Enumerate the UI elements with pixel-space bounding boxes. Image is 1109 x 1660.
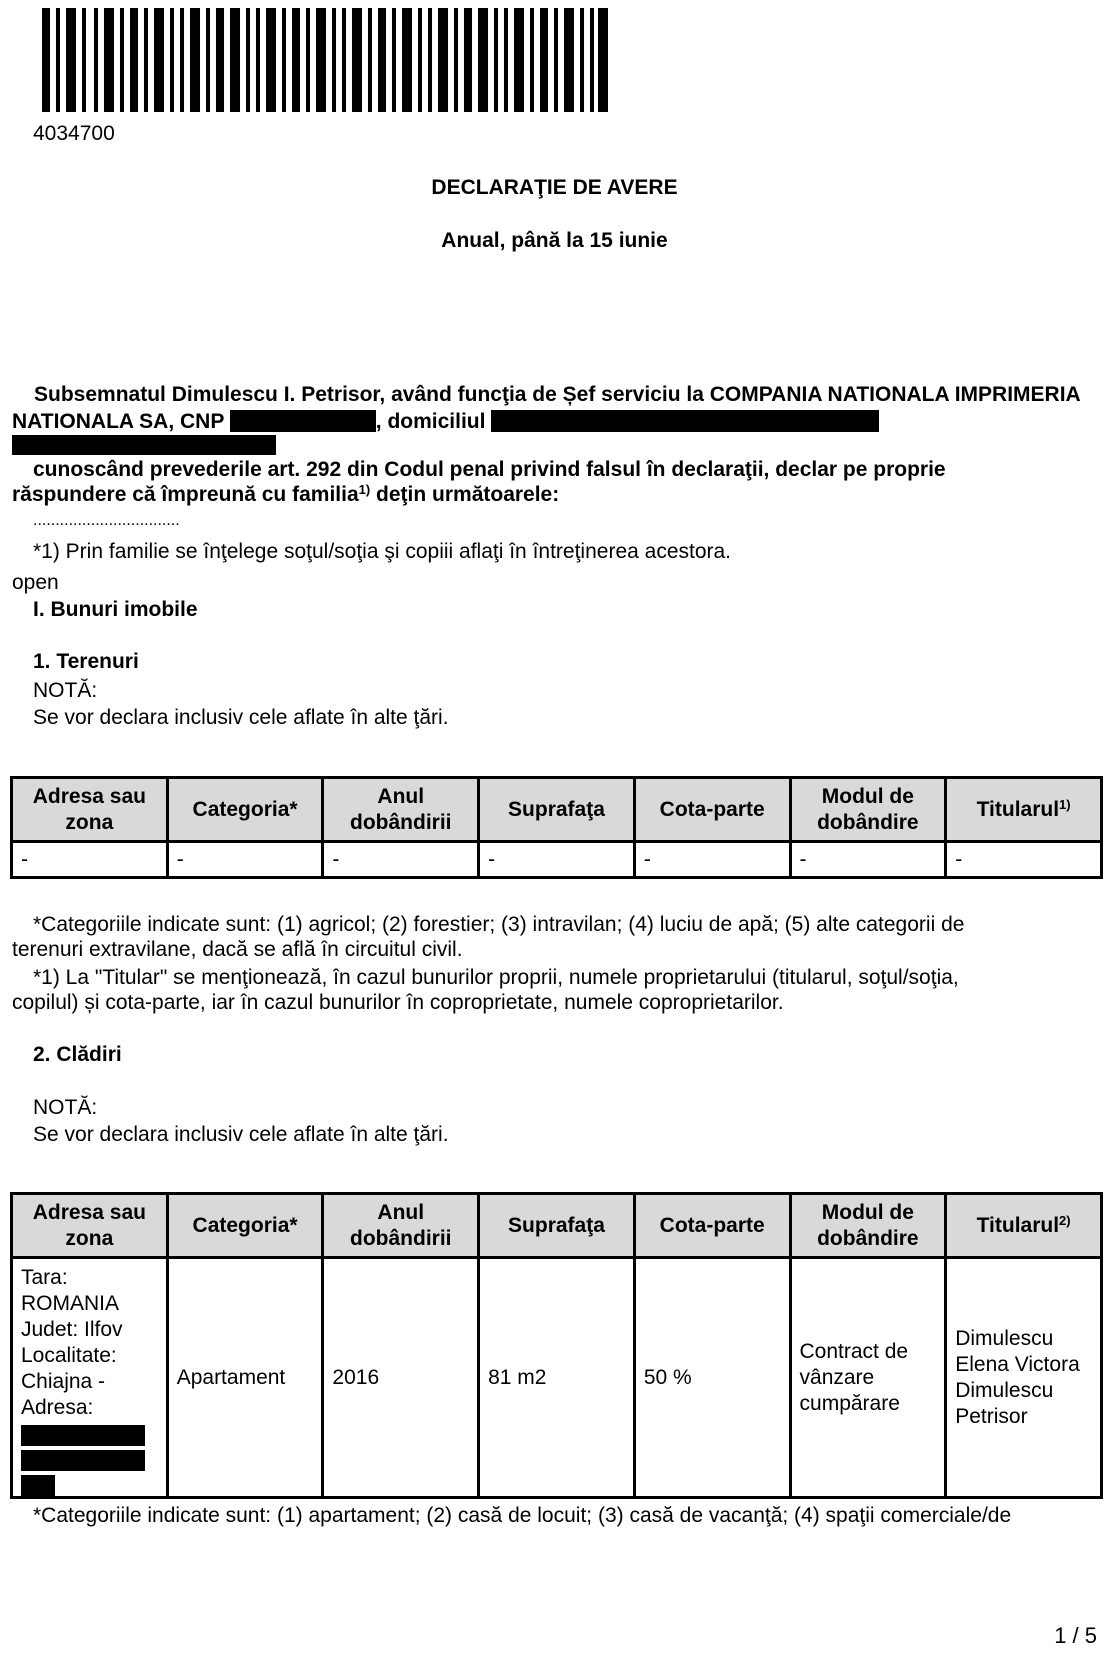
nota-text-1: Se vor declara inclusiv cele aflate în alte ţări. (33, 706, 449, 729)
col-adresa: Adresa sau zona (12, 778, 168, 842)
cell-anul: 2016 (323, 1258, 479, 1498)
address-line: Tara: (21, 1266, 68, 1289)
redacted-address-continued (12, 435, 276, 455)
land-titular-note: *1) La "Titular" se menţionează, în cazul bunurilor proprii, numele proprietarului (titularul, soţul/soţia, (33, 966, 959, 989)
cell: - (634, 842, 790, 878)
titular-line: Elena Victora (955, 1352, 1080, 1376)
col-titularul-label: Titularul (976, 1213, 1060, 1237)
col-anul: Anul dobândirii (323, 778, 479, 842)
titular-line: Dimulescu (955, 1326, 1054, 1350)
land-titular-note-cont: copilul) și cota-parte, iar în cazul bunurilor în coproprietate, numele coproprietarilor. (12, 991, 784, 1014)
col-titularul-label: Titularul (976, 797, 1060, 821)
col-modul: Modul de dobândire (790, 1194, 946, 1258)
land-table (10, 776, 1103, 879)
family-note: *1) Prin familie se înţelege soţul/soţia şi copiii aflaţi în întreţinerea acestora. (33, 540, 732, 563)
modul-line: cumpărare (799, 1391, 900, 1415)
table-row (12, 842, 1102, 878)
section-2-title: 2. Clădiri (33, 1043, 122, 1066)
footnote-marker: 1) (358, 482, 371, 497)
document-subtitle: Anual, până la 15 iunie (441, 229, 668, 252)
address-line: Localitate: (21, 1344, 117, 1367)
cell: - (790, 842, 946, 878)
knowing-line-2-a: răspundere că împreună cu familia (12, 483, 359, 506)
col-cota: Cota-parte (634, 1194, 790, 1258)
knowing-line-2 (12, 483, 559, 507)
land-table-header (12, 778, 1102, 842)
cell-suprafata: 81 m2 (479, 1258, 635, 1498)
knowing-line: cunoscând prevederile art. 292 din Codul penal privind falsul în declaraţii, declar pe proprie (33, 458, 946, 481)
barcode-number: 4034700 (33, 122, 115, 145)
cell-cota: 50 % (634, 1258, 790, 1498)
nota-label-1: NOTĂ: (33, 679, 98, 702)
open-label: open (12, 571, 59, 594)
page-number: 1 / 5 (1054, 1623, 1097, 1648)
col-suprafata: Suprafaţa (479, 778, 635, 842)
nota-text-2: Se vor declara inclusiv cele aflate în alte ţări. (33, 1123, 449, 1146)
col-categoria: Categoria* (167, 1194, 323, 1258)
cell-modul (790, 1258, 946, 1498)
address-line: Chiajna - (21, 1370, 106, 1393)
cell: - (12, 842, 168, 878)
table-row (12, 1258, 1102, 1498)
buildings-table-header (12, 1194, 1102, 1258)
document-title: DECLARAŢIE DE AVERE (431, 176, 678, 199)
address-cell (12, 1258, 168, 1498)
titular-line: Dimulescu (955, 1378, 1054, 1402)
domiciliu-label: , domiciliul (375, 410, 486, 433)
cell: - (479, 842, 635, 878)
land-categories-note: *Categoriile indicate sunt: (1) agricol; (2) forestier; (3) intravilan; (4) luciu de apă; (5) alte categorii de (33, 913, 965, 936)
declarant-intro: Subsemnatul Dimulescu I. Petrisor, având funcţia de Șef serviciu la COMPANIA NATIONALA IMPRIMERIA NATIONALA SA, CNP (12, 383, 1080, 433)
col-suprafata: Suprafaţa (479, 1194, 635, 1258)
cell: - (946, 842, 1102, 878)
cell-categoria: Apartament (167, 1258, 323, 1498)
col-anul: Anul dobândirii (323, 1194, 479, 1258)
knowing-line-2-b: deţin următoarele: (370, 483, 560, 506)
barcode (42, 8, 608, 112)
col-titularul (946, 778, 1102, 842)
nota-label-2: NOTĂ: (33, 1096, 98, 1119)
redacted-address-line (21, 1450, 145, 1471)
col-titularul-sup: 2) (1059, 1212, 1071, 1228)
col-adresa: Adresa sau zona (12, 1194, 168, 1258)
cell: - (167, 842, 323, 878)
cell: - (323, 842, 479, 878)
declarant-paragraph (12, 381, 1097, 435)
titular-line: Petrisor (955, 1404, 1028, 1428)
land-categories-note-cont: terenuri extravilane, dacă se află în circuitul civil. (12, 938, 463, 961)
cell-titular (946, 1258, 1102, 1498)
section-1-sub-title: 1. Terenuri (33, 650, 139, 673)
col-categoria: Categoria* (167, 778, 323, 842)
redacted-address (491, 410, 879, 432)
redacted-cnp (230, 410, 376, 432)
address-line: Adresa: (21, 1396, 94, 1419)
redacted-address-line (21, 1475, 55, 1496)
col-titularul-sup: 1) (1059, 796, 1071, 812)
col-cota: Cota-parte (634, 778, 790, 842)
buildings-table (10, 1192, 1103, 1499)
modul-line: Contract de (799, 1339, 909, 1363)
address-line: ROMANIA (21, 1292, 120, 1315)
buildings-categories-note: *Categoriile indicate sunt: (1) apartament; (2) casă de locuit; (3) casă de vacanţă; (4) spaţii comerciale/de (33, 1504, 1012, 1527)
modul-line: vânzare (799, 1365, 875, 1389)
redacted-address-line (21, 1425, 145, 1446)
section-1-title: I. Bunuri imobile (33, 598, 198, 621)
col-modul: Modul de dobândire (790, 778, 946, 842)
dotted-line: ................................. (33, 512, 180, 529)
address-line: Judet: Ilfov (21, 1318, 123, 1341)
col-titularul (946, 1194, 1102, 1258)
